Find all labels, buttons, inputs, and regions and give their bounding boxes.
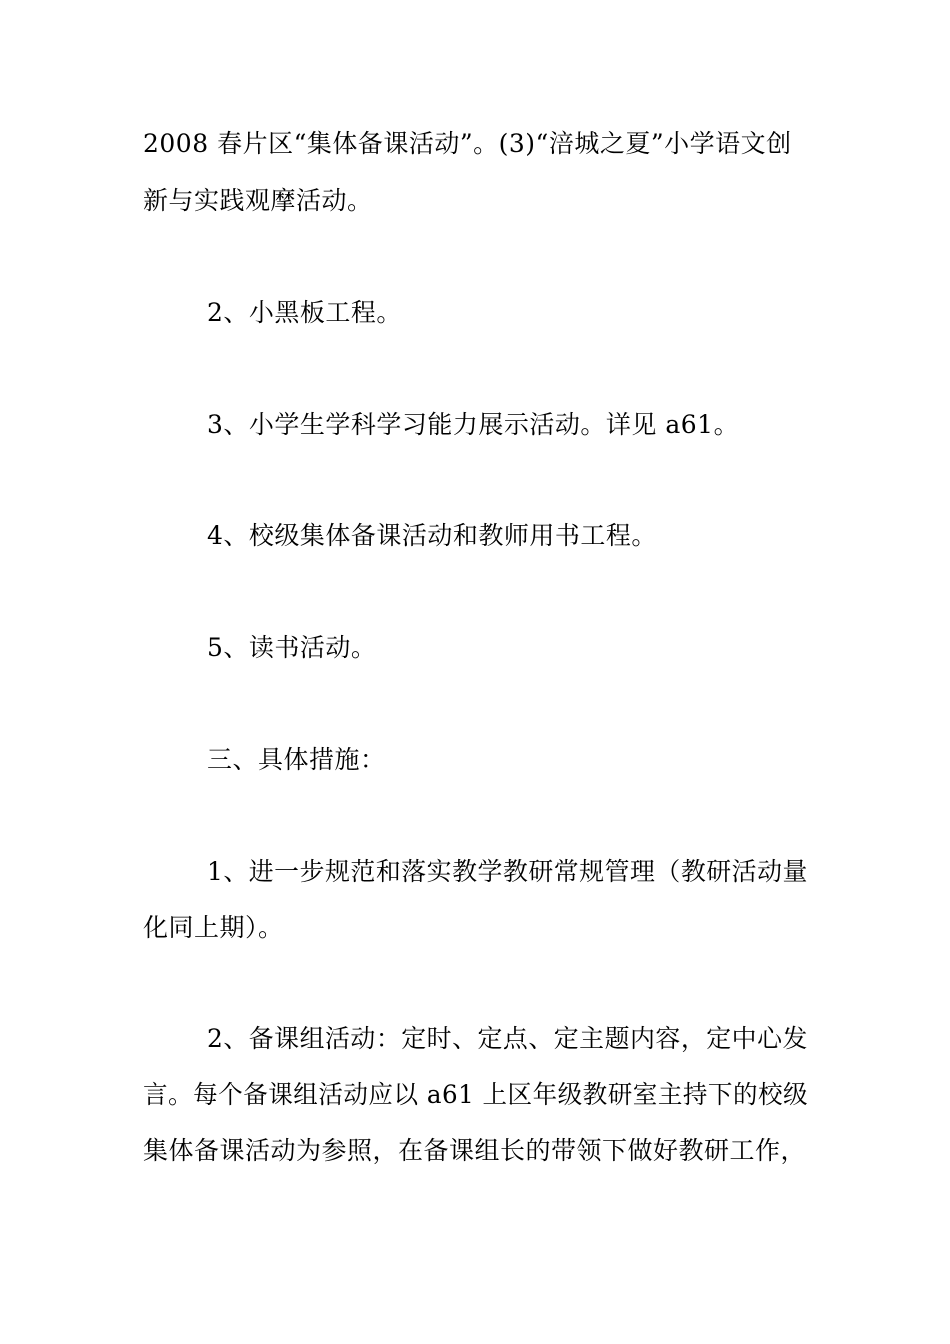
text-line: 集体备课活动为参照，在备课组长的带领下做好教研工作， xyxy=(143,1136,807,1165)
text-line: 新与实践观摩活动。 xyxy=(143,186,373,215)
text-line: 言。每个备课组活动应以 a61 上区年级教研室主持下的校级 xyxy=(143,1080,809,1109)
text-line: 化同上期）。 xyxy=(143,913,284,942)
text-line: 2008 春片区“集体备课活动”。(3)“涪城之夏”小学语文创 xyxy=(143,129,792,158)
list-item: 4、校级集体备课活动和教师用书工程。 xyxy=(207,521,657,550)
section-heading: 三、具体措施： xyxy=(207,745,386,774)
list-item: 2、备课组活动：定时、定点、定主题内容，定中心发 xyxy=(207,1024,808,1053)
list-item: 5、读书活动。 xyxy=(207,633,377,662)
list-item: 3、小学生学科学习能力展示活动。详见 a61。 xyxy=(207,410,740,439)
list-item: 1、进一步规范和落实教学教研常规管理（教研活动量 xyxy=(207,857,808,886)
list-item: 2、小黑板工程。 xyxy=(207,298,402,327)
